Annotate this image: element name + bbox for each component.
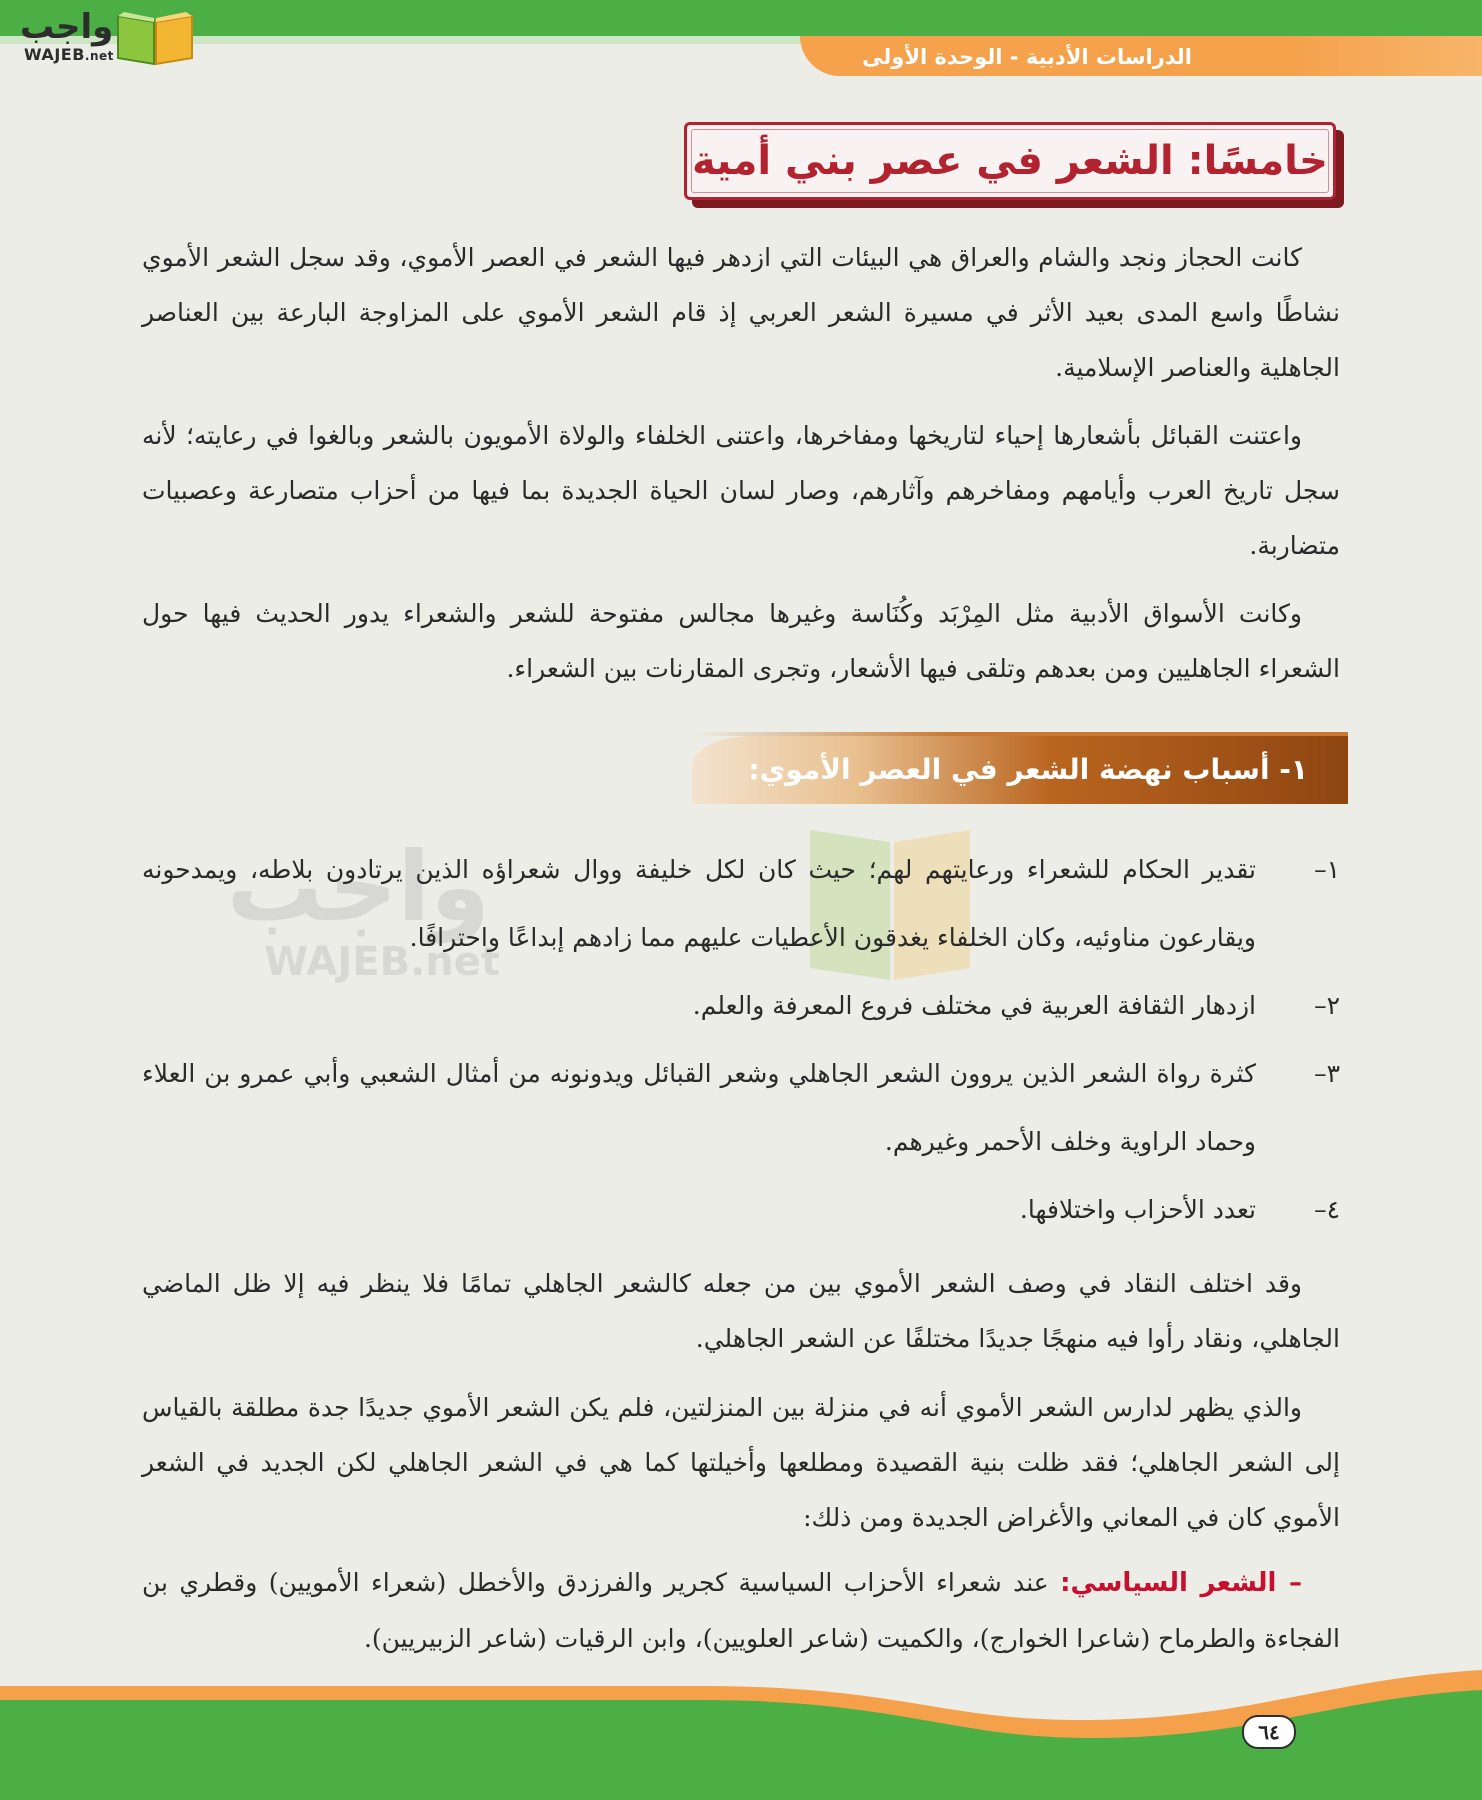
list-text: كثرة رواة الشعر الذين يروون الشعر الجاهلي وشعر القبائل ويدونونه من أمثال الشعبي وأبي عمرو بن العلاء وحماد الراوية وخلف الأحمر وغيرهم. — [142, 1059, 1256, 1156]
page-number: ٦٤ — [1242, 1715, 1296, 1749]
list-number: ١– — [1314, 855, 1340, 884]
list-number: ٣– — [1314, 1059, 1340, 1088]
list-text: تعدد الأحزاب واختلافها. — [1019, 1195, 1256, 1224]
svg-text:واجب: واجب — [226, 831, 490, 943]
paragraph-2: واعتنت القبائل بأشعارها إحياء لتاريخها ومفاخرها، واعتنى الخلفاء والولاة الأمويون بالشعر وبالغوا في رعايته؛ لأنه سجل تاريخ العرب وأيامهم ومفاخرهم وآثارهم، وصار لسان الحياة الجديدة بما فيها من أحزاب متصارعة وعصبيات متضاربة. — [142, 421, 1340, 560]
book-icon — [114, 6, 196, 66]
paragraph-4: وقد اختلف النقاد في وصف الشعر الأموي بين من جعله كالشعر الجاهلي تمامًا فلا ينظر فيه إلا ظل الماضي الجاهلي، ونقاد رأوا فيه منهجًا جديدًا مختلفًا عن الشعر الجاهلي. — [142, 1269, 1340, 1353]
political-poetry-text: عند شعراء الأحزاب السياسية كجرير والفرزدق والأخطل (شعراء الأمويين) وقطري بن الفجاءة والطرماح (شاعرا الخوارج)، والكميت (شاعر العلويين)، وابن الرقيات (شاعر الزبيريين). — [142, 1568, 1340, 1653]
list-number: ٢– — [1314, 991, 1340, 1020]
logo-en-main: WAJEB — [24, 45, 85, 64]
main-title: خامسًا: الشعر في عصر بني أمية — [691, 138, 1328, 184]
list-item-3 — [142, 1040, 1340, 1176]
political-poetry-label: – الشعر السياسي: — [1060, 1568, 1302, 1598]
list-text: ازدهار الثقافة العربية في مختلف فروع المعرفة والعلم. — [692, 991, 1256, 1020]
main-title-box — [684, 122, 1336, 200]
list-item-2 — [142, 972, 1340, 1040]
svg-text:WAJEB.net: WAJEB.net — [264, 939, 500, 985]
political-poetry-paragraph — [142, 1555, 1340, 1666]
logo-english-text — [24, 46, 114, 65]
list-item-4 — [142, 1176, 1340, 1244]
list-text: تقدير الحكام للشعراء ورعايتهم لهم؛ حيث كان لكل خليفة ووال شعراؤه الذين يرتادون بلاطه، ويمدحونه ويقارعون مناوئيه، وكان الخلفاء يغدقون الأعطيات عليهم مما زادهم إبداعًا واحترافًا. — [142, 855, 1256, 952]
wajeb-logo[interactable] — [10, 6, 190, 66]
paragraph-5: والذي يظهر لدارس الشعر الأموي أنه في منزلة بين المنزلتين، فلم يكن الشعر الأموي جديدًا جدة مطلقة بالقياس إلى الشعر الجاهلي؛ فقد ظلت بنية القصيدة ومطلعها وأخيلتها كما هي في الشعر الجاهلي لكن الجديد في الشعر الأموي كان في المعاني والأغراض الجديدة ومن ذلك: — [142, 1393, 1340, 1532]
list-item-1 — [142, 836, 1340, 972]
top-green-bar — [0, 0, 1482, 36]
paragraph-3: وكانت الأسواق الأدبية مثل المِرْبَد وكُنَاسة وغيرها مجالس مفتوحة للشعر والشعراء يدور الحديث فيها حول الشعراء الجاهليين ومن بعدهم وتلقى فيها الأشعار، وتجرى المقارنات بين الشعراء. — [142, 599, 1340, 683]
section-header-band — [692, 736, 1348, 804]
list-number: ٤– — [1314, 1195, 1340, 1224]
logo-arabic-text: واجب — [20, 7, 114, 47]
paragraph-1: كانت الحجاز ونجد والشام والعراق هي البيئات التي ازدهر فيها الشعر في العصر الأموي، وقد سجل الشعر الأموي نشاطًا واسع المدى بعيد الأثر في مسيرة الشعر العربي إذ قام الشعر الأموي على المزاوجة البارعة بين العناصر الجاهلية والعناصر الإسلامية. — [142, 243, 1340, 382]
section-title: ١- أسباب نهضة الشعر في العصر الأموي: — [748, 753, 1308, 786]
logo-en-suffix: .net — [84, 49, 114, 63]
header-title: الدراسات الأدبية - الوحدة الأولى — [862, 45, 1192, 69]
